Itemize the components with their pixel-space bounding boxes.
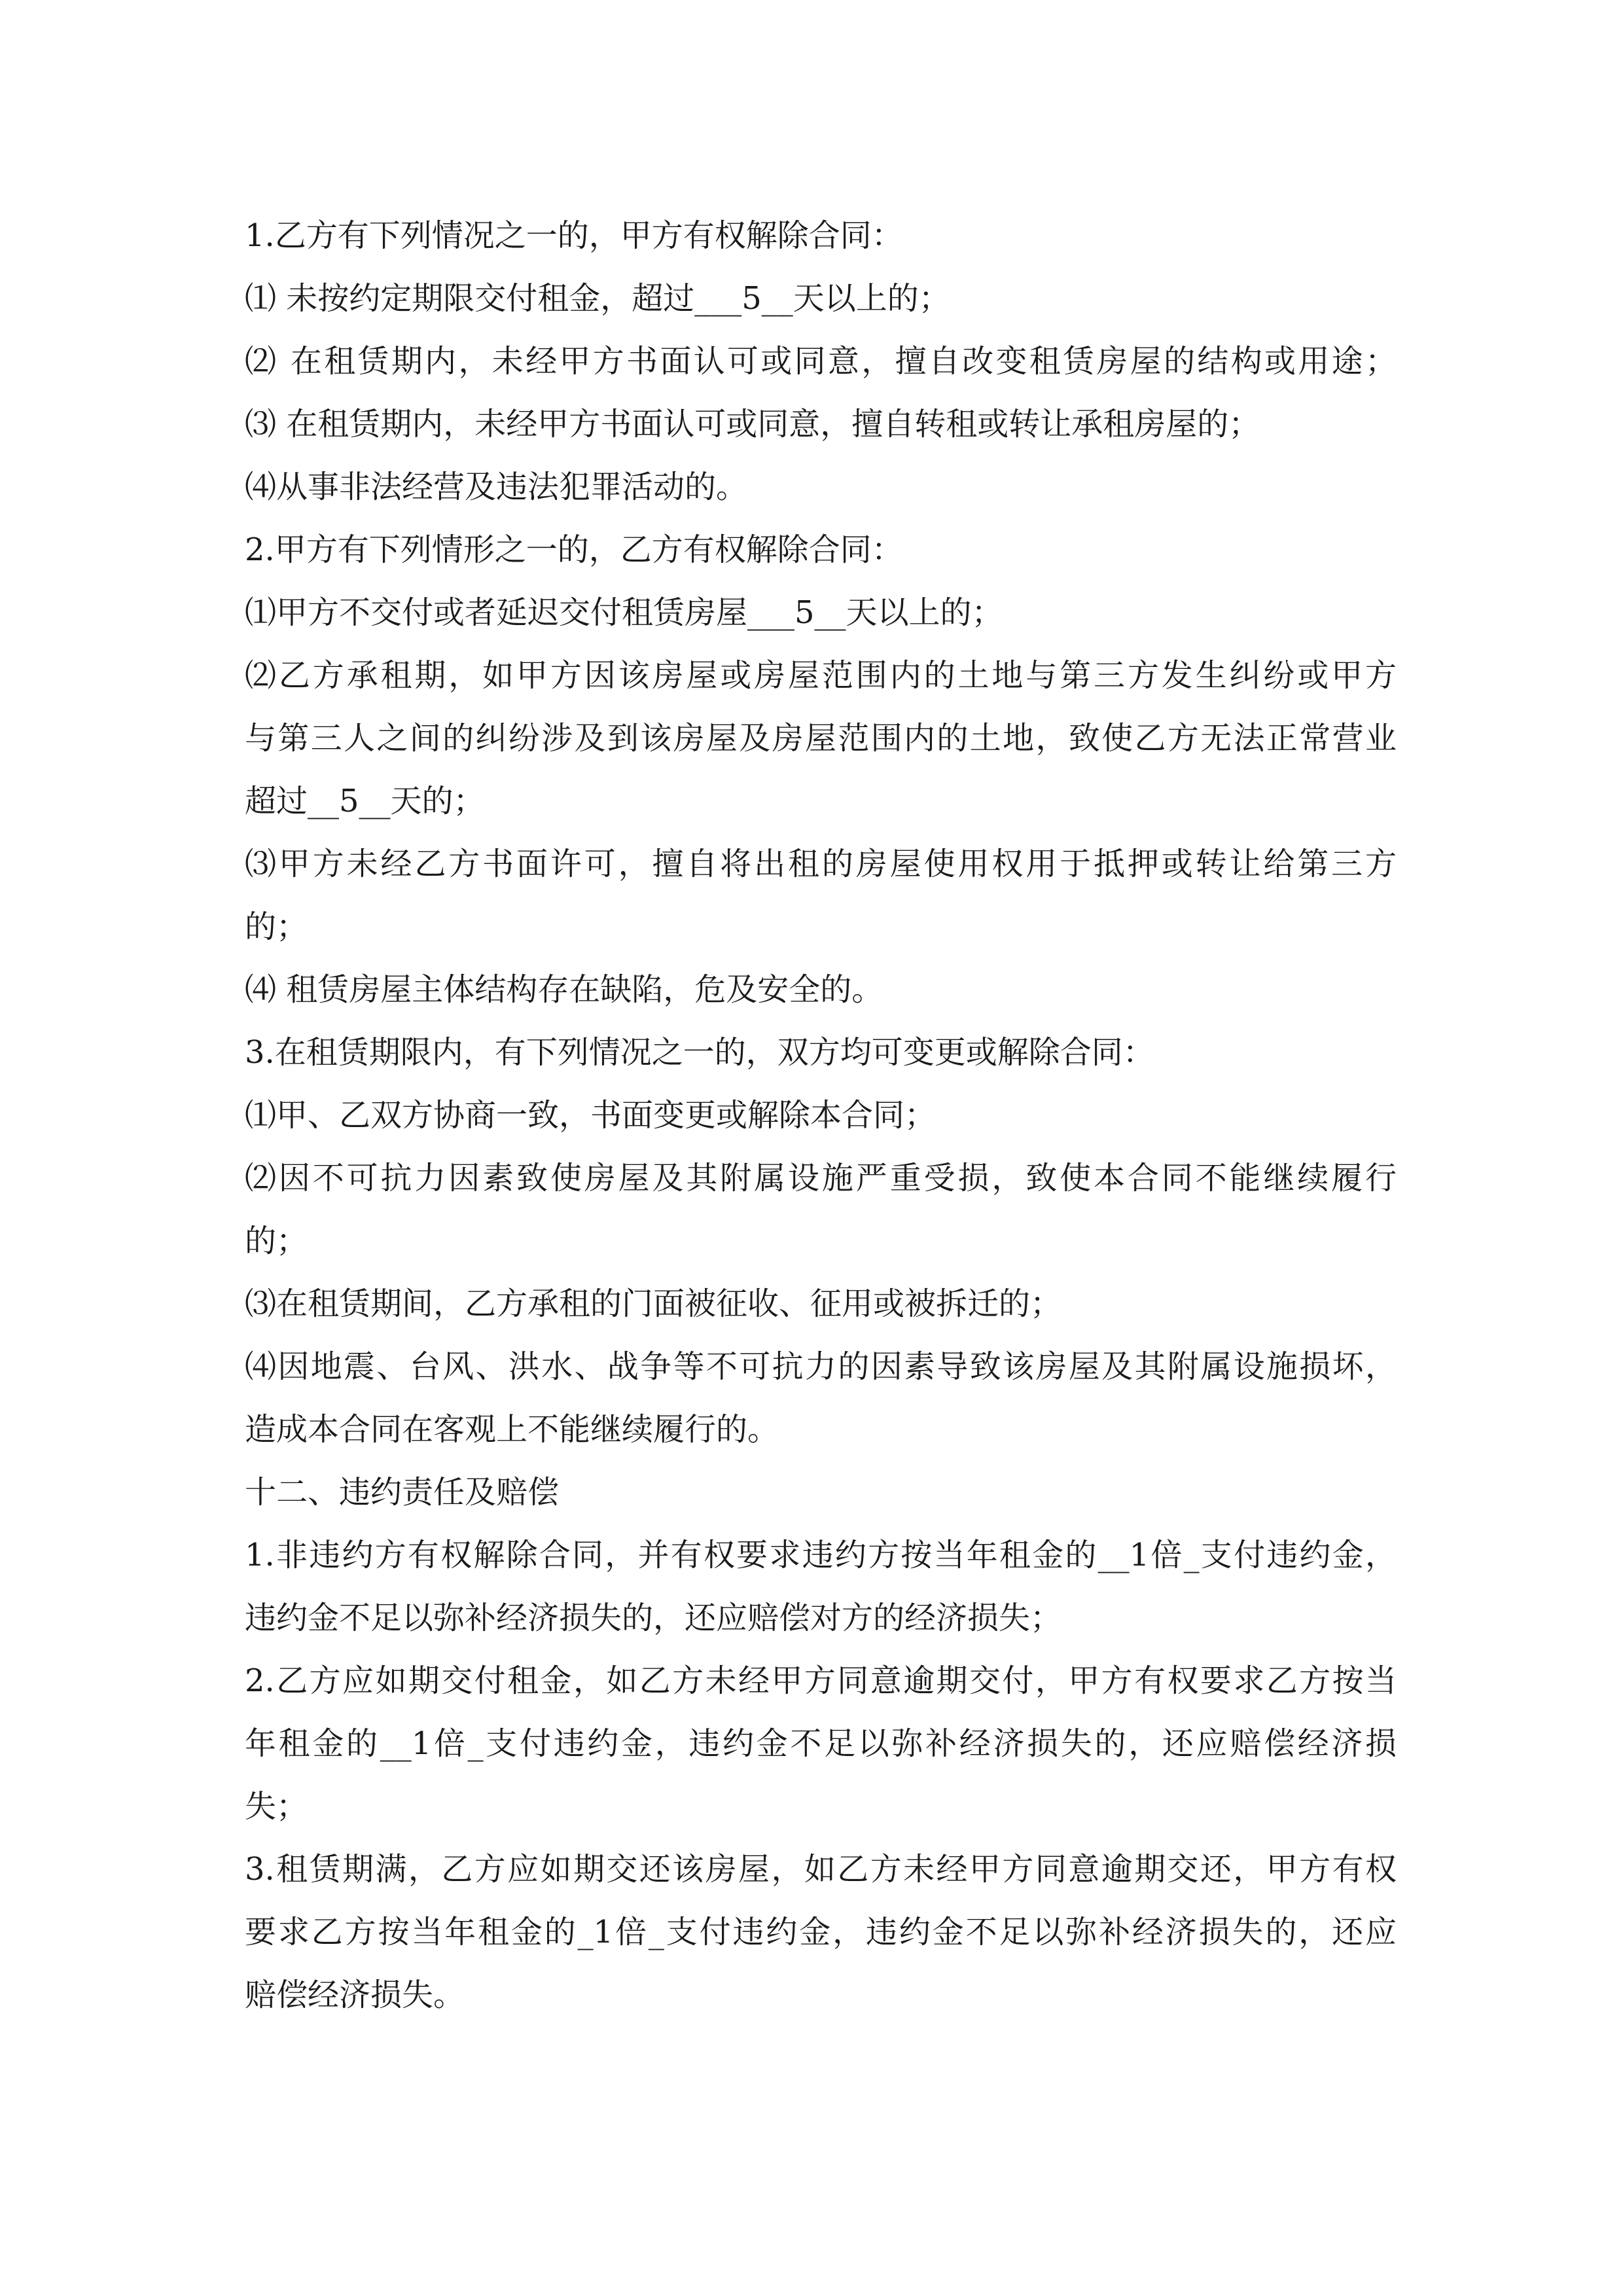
- text-line: ⑷ 租赁房屋主体结构存在缺陷，危及安全的。: [245, 971, 883, 1008]
- text-line: 违约金不足以弥补经济损失的，还应赔偿对方的经济损失；: [245, 1600, 1062, 1636]
- text-line: ⑷从事非法经营及违法犯罪活动的。: [245, 469, 748, 505]
- text-line: ⑵乙方承租期，如甲方因该房屋或房屋范围内的土地与第三方发生纠纷或甲方: [245, 657, 1397, 694]
- text-line: 造成本合同在客观上不能继续履行的。: [245, 1411, 779, 1448]
- text-line: ⑶甲方未经乙方书面许可，擅自将出租的房屋使用权用于抵押或转让给第三方: [245, 846, 1397, 882]
- text-line: 3.在租赁期限内，有下列情况之一的，双方均可变更或解除合同：: [245, 1034, 1154, 1071]
- document-body: [245, 204, 1397, 2026]
- text-line: 失；: [245, 1788, 308, 1825]
- text-line: 3.租赁期满，乙方应如期交还该房屋，如乙方未经甲方同意逾期交还，甲方有权: [245, 1851, 1397, 1888]
- text-line: 年租金的__1倍_支付违约金，违约金不足以弥补经济损失的，还应赔偿经济损: [245, 1725, 1397, 1762]
- text-line: ⑵因不可抗力因素致使房屋及其附属设施严重受损，致使本合同不能继续履行: [245, 1160, 1397, 1196]
- text-line: 1.非违约方有权解除合同，并有权要求违约方按当年租金的__1倍_支付违约金，: [245, 1537, 1397, 1573]
- text-line: ⑴甲、乙双方协商一致，书面变更或解除本合同；: [245, 1097, 936, 1134]
- text-line: 赔偿经济损失。: [245, 1977, 465, 2013]
- text-line: ⑴甲方不交付或者延迟交付租赁房屋___5__天以上的；: [245, 594, 1003, 631]
- text-line: 的；: [245, 1223, 308, 1259]
- text-line: 1.乙方有下列情况之一的，甲方有权解除合同：: [245, 217, 903, 254]
- text-line: ⑴ 未按约定期限交付租金，超过___5__天以上的；: [245, 280, 950, 317]
- text-line: 2.甲方有下列情形之一的，乙方有权解除合同：: [245, 531, 903, 568]
- text-line: 2.乙方应如期交付租金，如乙方未经甲方同意逾期交付，甲方有权要求乙方按当: [245, 1662, 1397, 1699]
- text-line: 要求乙方按当年租金的_1倍_支付违约金，违约金不足以弥补经济损失的，还应: [245, 1914, 1397, 1950]
- text-line: ⑵ 在租赁期内，未经甲方书面认可或同意，擅自改变租赁房屋的结构或用途；: [245, 343, 1397, 380]
- text-line: 超过__5__天的；: [245, 783, 485, 819]
- text-line: ⑶ 在租赁期内，未经甲方书面认可或同意，擅自转租或转让承租房屋的；: [245, 406, 1260, 442]
- text-line: ⑶在租赁期间，乙方承租的门面被征收、征用或被拆迁的；: [245, 1285, 1062, 1322]
- text-line: 的；: [245, 908, 308, 945]
- text-line: 十二、违约责任及赔偿: [245, 1474, 560, 1511]
- text-line: 与第三人之间的纠纷涉及到该房屋及房屋范围内的土地，致使乙方无法正常营业: [245, 720, 1397, 757]
- text-line: ⑷因地震、台风、洪水、战争等不可抗力的因素导致该房屋及其附属设施损坏，: [245, 1348, 1397, 1385]
